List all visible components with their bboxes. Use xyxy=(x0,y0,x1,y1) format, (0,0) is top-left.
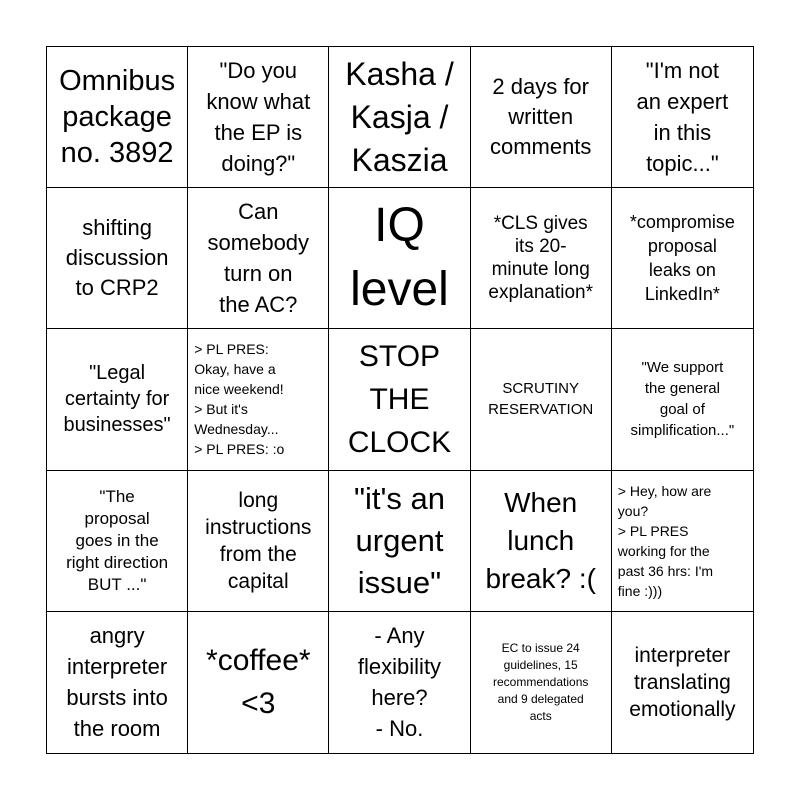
bingo-cell-r5c4[interactable]: EC to issue 24 guidelines, 15 recommendations and 9 delegated acts xyxy=(471,612,612,753)
bingo-cell-r4c4[interactable]: When lunch break? :( xyxy=(471,471,612,612)
bingo-cell-r2c5[interactable]: *compromise proposal leaks on LinkedIn* xyxy=(612,188,753,329)
bingo-cell-r1c4[interactable]: 2 days for written comments xyxy=(471,47,612,188)
bingo-cell-r3c1[interactable]: "Legal certainty for businesses" xyxy=(47,329,188,470)
bingo-cell-r3c3[interactable]: STOP THE CLOCK xyxy=(329,329,470,470)
bingo-cell-r2c2[interactable]: Can somebody turn on the AC? xyxy=(188,188,329,329)
bingo-cell-r5c3[interactable]: - Any flexibility here? - No. xyxy=(329,612,470,753)
bingo-cell-r1c1[interactable]: Omnibus package no. 3892 xyxy=(47,47,188,188)
bingo-board xyxy=(46,46,754,754)
bingo-cell-r4c3[interactable]: "it's an urgent issue" xyxy=(329,471,470,612)
bingo-cell-r2c1[interactable]: shifting discussion to CRP2 xyxy=(47,188,188,329)
bingo-cell-r5c2[interactable]: *coffee* <3 xyxy=(188,612,329,753)
bingo-cell-r2c4[interactable]: *CLS gives its 20- minute long explanation* xyxy=(471,188,612,329)
bingo-cell-r2c3[interactable]: IQ level xyxy=(329,188,470,329)
bingo-cell-r1c5[interactable]: "I'm not an expert in this topic..." xyxy=(612,47,753,188)
bingo-cell-r3c5[interactable]: "We support the general goal of simplification..." xyxy=(612,329,753,470)
bingo-cell-r1c2[interactable]: "Do you know what the EP is doing?" xyxy=(188,47,329,188)
bingo-cell-r5c1[interactable]: angry interpreter bursts into the room xyxy=(47,612,188,753)
bingo-cell-r4c2[interactable]: long instructions from the capital xyxy=(188,471,329,612)
bingo-cell-r4c1[interactable]: "The proposal goes in the right direction BUT ..." xyxy=(47,471,188,612)
bingo-cell-r1c3[interactable]: Kasha / Kasja / Kaszia xyxy=(329,47,470,188)
bingo-cell-r5c5[interactable]: interpreter translating emotionally xyxy=(629,643,736,721)
bingo-cell-r4c5[interactable]: > Hey, how are you? > PL PRES working for the past 36 hrs: I'm fine :))) xyxy=(612,471,753,612)
bingo-cell-r3c2[interactable]: > PL PRES: Okay, have a nice weekend! > But it's Wednesday... > PL PRES: :o xyxy=(188,329,329,470)
bingo-cell-r3c4[interactable]: SCRUTINY RESERVATION xyxy=(471,329,612,470)
